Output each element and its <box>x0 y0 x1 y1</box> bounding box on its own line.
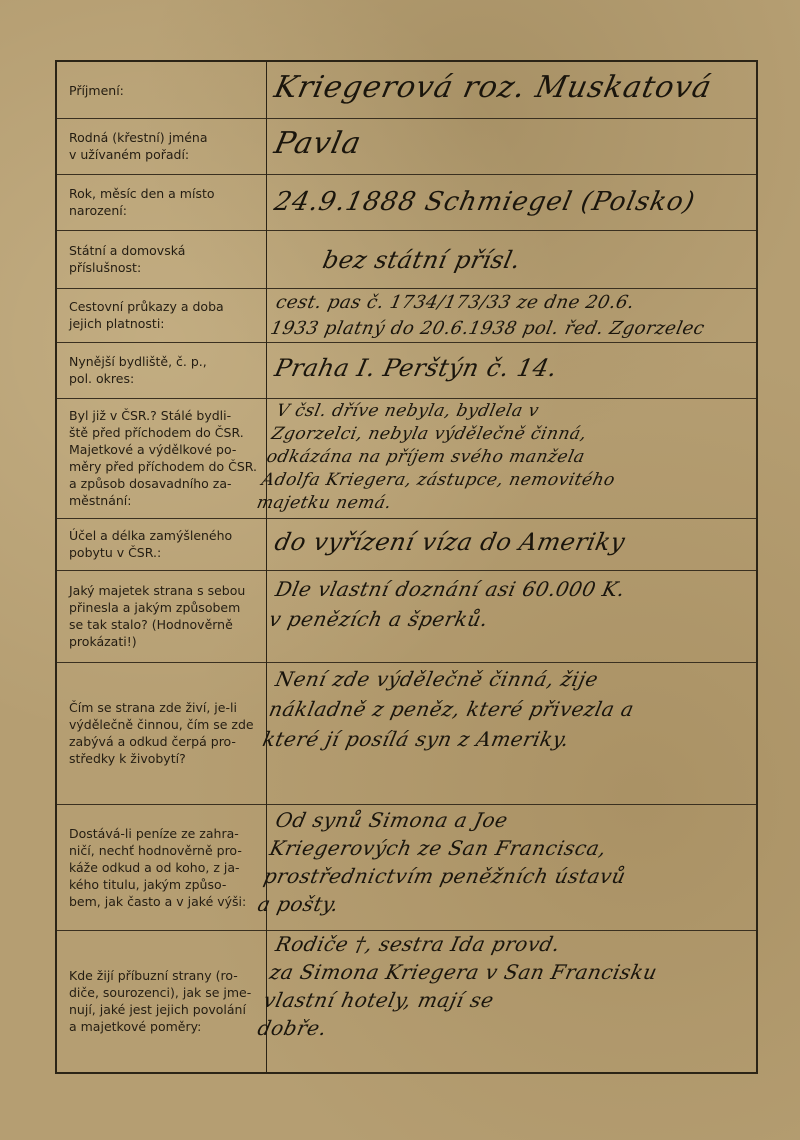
livelihood-label: Čím se strana zde živí, je-li výdělečně činnou, čím se zde zabývá a odkud čerpá pro- středky k živobytí? <box>57 662 267 804</box>
form-row-property <box>57 570 756 663</box>
purpose-label: Účel a délka zamýšleného pobytu v ČSR.: <box>57 518 267 570</box>
birth-label: Rok, měsíc den a místo narození: <box>57 174 267 230</box>
form-row-foreign-money <box>57 804 756 931</box>
form-row-purpose <box>57 518 756 571</box>
birth-value: 24.9.1888 Schmiegel (Polsko) <box>271 187 699 217</box>
livelihood-value: Není zde výdělečně činná, žije nákladně z peněz, které přivezla a které jí posílá syn z Ameriky. <box>260 667 637 751</box>
form-row-surname <box>57 62 756 119</box>
foreign-money-label: Dostává-li peníze ze zahra- ničí, nechť hodnověrně pro- káže odkud a od koho, z ja- kého titulu, jakým způso- bem, jak často a v jaké výši: <box>57 804 267 930</box>
property-label: Jaký majetek strana s sebou přinesla a jakým způsobem se tak stalo? (Hodnověrně prokázati!) <box>57 570 267 662</box>
form-row-given-names <box>57 118 756 175</box>
form-row-birth <box>57 174 756 231</box>
relatives-value: Rodiče †, sestra Ida provd. za Simona Kriegera v San Francisku vlastní hotely, mají se dobře. <box>255 932 660 1040</box>
given-names-value: Pavla <box>271 126 365 161</box>
passport-value: cest. pas č. 1734/173/33 ze dne 20.6. 1933 platný do 20.6.1938 pol. řed. Zgorzelec <box>268 292 707 339</box>
relatives-label: Kde žijí příbuzní strany (ro- diče, sourozenci), jak se jme- nují, jaké jest jejich povolání a majetkové poměry: <box>57 930 267 1072</box>
registration-form <box>55 60 758 1074</box>
property-value: Dle vlastní doznání asi 60.000 K. v penězích a šperků. <box>266 577 628 631</box>
form-row-livelihood <box>57 662 756 805</box>
given-names-label: Rodná (křestní) jména v užívaném pořadí: <box>57 118 267 174</box>
form-row-residence <box>57 342 756 399</box>
residence-value: Praha I. Perštýn č. 14. <box>272 354 560 382</box>
previous-stay-value: V čsl. dříve nebyla, bydlela v Zgorzelci, nebyla výdělečně činná, odkázána na příjem svého manžela Adolfa Kriegera, zástupce, nemovitého majetku nemá. <box>254 401 617 513</box>
foreign-money-value: Od synů Simona a Joe Kriegerových ze San Francisca, prostřednictvím peněžních ústavů a pošty. <box>255 808 629 916</box>
purpose-value: do vyřízení víza do Ameriky <box>272 528 628 556</box>
form-row-previous-stay <box>57 398 756 519</box>
surname-label: Příjmení: <box>57 62 267 118</box>
form-row-passport <box>57 288 756 343</box>
residence-label: Nynější bydliště, č. p., pol. okres: <box>57 342 267 398</box>
citizenship-label: Státní a domovská příslušnost: <box>57 230 267 288</box>
surname-value: Kriegerová roz. Muskatová <box>271 70 716 105</box>
citizenship-value: bez státní přísl. <box>320 246 524 274</box>
form-row-citizenship <box>57 230 756 289</box>
form-row-relatives <box>57 930 756 1072</box>
passport-label: Cestovní průkazy a doba jejich platnosti: <box>57 288 267 342</box>
previous-stay-label: Byl již v ČSR.? Stálé bydli- ště před příchodem do ČSR. Majetkové a výdělkové po- měry před příchodem do ČSR. a způsob dosavadního za- městnání: <box>57 398 267 518</box>
